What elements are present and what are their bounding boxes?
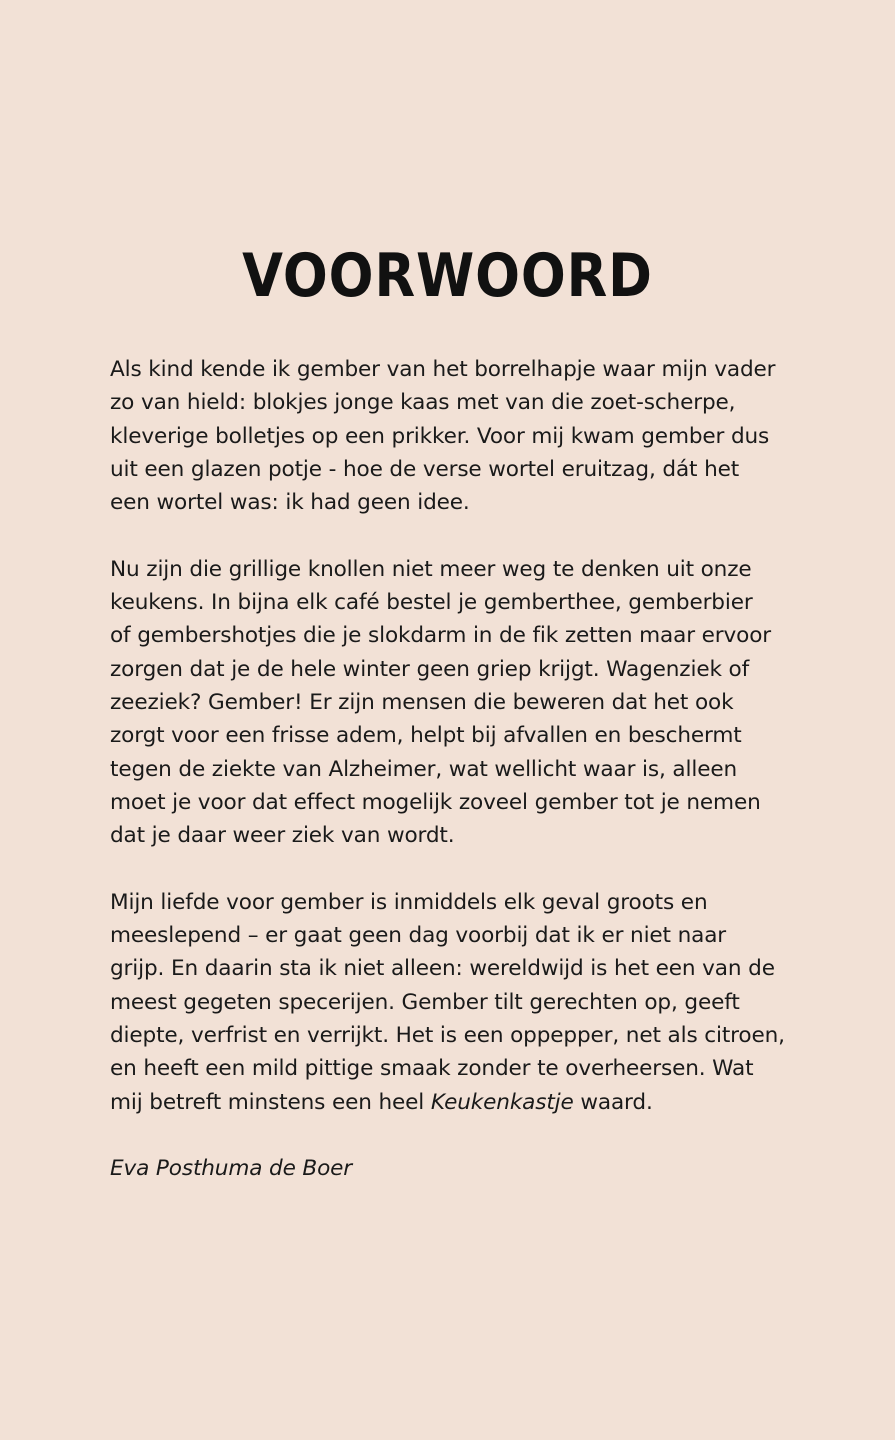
text-line: Mijn liefde voor gember is inmiddels elk geval groots en [110, 889, 708, 915]
text-segment: mij betreft minstens een heel [110, 1089, 431, 1115]
text-line: zorgen dat je de hele winter geen griep krijgt. Wagenziek of [110, 656, 750, 682]
text-line-last [110, 1086, 850, 1119]
text-line: een wortel was: ik had geen idee. [110, 490, 470, 516]
text-line: zo van hield: blokjes jonge kaas met van die zoet-scherpe, [110, 390, 736, 416]
text-line: tegen de ziekte van Alzheimer, wat wellicht waar is, alleen [110, 756, 737, 782]
text-line: diepte, verfrist en verrijkt. Het is een oppepper, net als citroen, [110, 1022, 785, 1048]
author-signature: Eva Posthuma de Boer [110, 1156, 353, 1182]
text-line: of gembershotjes die je slokdarm in de fik zetten maar ervoor [110, 623, 771, 649]
text-line: kleverige bolletjes op een prikker. Voor mij kwam gember dus [110, 423, 770, 449]
page-title: VOORWOORD [242, 241, 653, 311]
text-line: uit een glazen potje - hoe de verse wortel eruitzag, dát het [110, 456, 740, 482]
text-line: grijp. En daarin sta ik niet alleen: wereldwijd is het een van de [110, 956, 775, 982]
text-line: Nu zijn die grillige knollen niet meer weg te denken uit onze [110, 556, 752, 582]
paragraph-2 [110, 553, 850, 853]
paragraph-3 [110, 886, 850, 1119]
text-line: zorgt voor een frisse adem, helpt bij afvallen en beschermt [110, 723, 742, 749]
text-line: zeeziek? Gember! Er zijn mensen die beweren dat het ook [110, 689, 734, 715]
text-segment: waard. [573, 1089, 653, 1115]
text-line: meeslepend – er gaat geen dag voorbij dat ik er niet naar [110, 923, 727, 949]
text-line: Als kind kende ik gember van het borrelhapje waar mijn vader [110, 357, 776, 382]
text-line: moet je voor dat effect mogelijk zoveel gember tot je nemen [110, 789, 761, 815]
paragraph-1 [110, 353, 850, 519]
text-line: dat je daar weer ziek van wordt. [110, 823, 455, 849]
foreword-body [110, 353, 850, 1219]
text-line: en heeft een mild pittige smaak zonder te overheersen. Wat [110, 1056, 754, 1082]
book-title: Keukenkastje [430, 1089, 574, 1115]
text-line: meest gegeten specerijen. Gember tilt gerechten op, geeft [110, 989, 740, 1015]
text-line: keukens. In bijna elk café bestel je gemberthee, gemberbier [110, 590, 753, 616]
